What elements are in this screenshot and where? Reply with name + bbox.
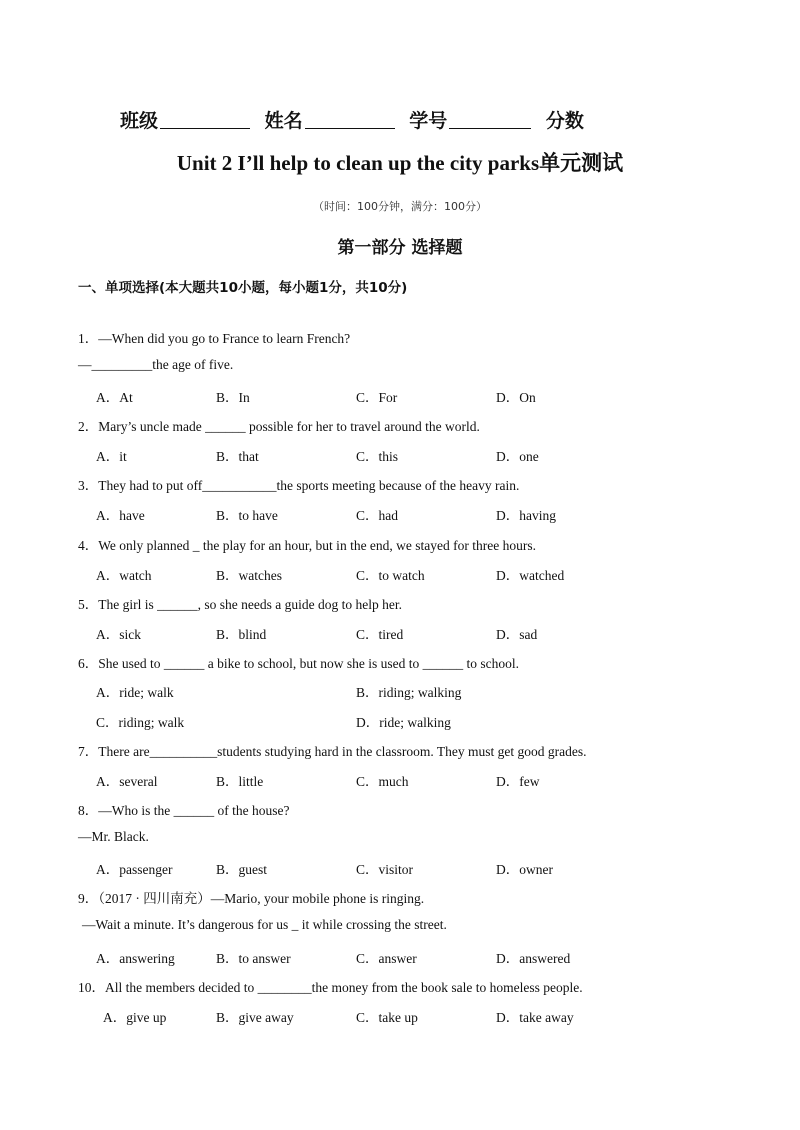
question-5-text: 5．The girl is ______, so she needs a guide dog to help her. <box>78 597 402 612</box>
question-6-option-c: C．riding; walk <box>96 715 185 730</box>
exam-time-note: （时间：100分钟，满分：100分） <box>313 200 487 213</box>
question-10-text: 10．All the members decided to ________the money from the book sale to homeless people. <box>78 980 583 995</box>
question-8-text: 8．—Who is the ______ of the house? <box>78 803 290 818</box>
question-2-option-b: B．that <box>216 449 259 464</box>
question-5-option-b: B．blind <box>216 627 267 642</box>
question-8-option-b: B．guest <box>216 862 268 877</box>
student-info-line <box>120 106 584 133</box>
question-10-option-d: D．take away <box>496 1010 574 1025</box>
question-8-option-a: A．passenger <box>96 862 173 877</box>
class-blank <box>160 108 250 129</box>
question-6-option-b: B．riding; walking <box>356 685 462 700</box>
question-8-option-c: C．visitor <box>356 862 414 877</box>
question-10-option-c: C．take up <box>356 1010 418 1025</box>
question-3-option-a: A．have <box>96 508 145 523</box>
question-6-text: 6．She used to ______ a bike to school, but now she is used to ______ to school. <box>78 656 519 671</box>
question-3-text: 3．They had to put off___________the sports meeting because of the heavy rain. <box>78 478 520 493</box>
question-4-text: 4．We only planned _ the play for an hour, but in the end, we stayed for three hours. <box>78 538 536 553</box>
part-title: 第一部分 选择题 <box>337 238 463 258</box>
question-9-answer-line: —Wait a minute. It’s dangerous for us _ it while crossing the street. <box>82 917 447 932</box>
question-1-option-c: C．For <box>356 390 398 405</box>
name-label: 姓名 <box>264 110 303 132</box>
question-5-option-c: C．tired <box>356 627 404 642</box>
question-3-option-b: B．to have <box>216 508 278 523</box>
question-4-option-c: C．to watch <box>356 568 425 583</box>
question-5-option-d: D．sad <box>496 627 538 642</box>
question-8-option-d: D．owner <box>496 862 553 877</box>
number-blank <box>449 108 531 129</box>
name-blank <box>305 108 395 129</box>
question-9-option-b: B．to answer <box>216 951 291 966</box>
question-2-option-a: A．it <box>96 449 127 464</box>
class-label: 班级 <box>120 110 159 132</box>
question-1-option-b: B．In <box>216 390 250 405</box>
question-6-option-d: D．ride; walking <box>356 715 451 730</box>
question-6-option-a: A．ride; walk <box>96 685 174 700</box>
question-9-option-d: D．answered <box>496 951 571 966</box>
question-9-text: 9．（2017 · 四川南充）—Mario, your mobile phone is ringing. <box>78 891 425 906</box>
question-3-option-c: C．had <box>356 508 398 523</box>
question-2-text: 2．Mary’s uncle made ______ possible for her to travel around the world. <box>78 419 480 434</box>
question-5-option-a: A．sick <box>96 627 141 642</box>
question-2-option-d: D．one <box>496 449 539 464</box>
question-2-option-c: C．this <box>356 449 399 464</box>
question-1-text: 1．—When did you go to France to learn French? <box>78 331 351 346</box>
question-9-option-a: A．answering <box>96 951 175 966</box>
question-7-option-d: D．few <box>496 774 540 789</box>
question-4-option-b: B．watches <box>216 568 282 583</box>
section-title: 一、单项选择(本大题共10小题，每小题1分，共10分) <box>78 280 408 296</box>
page-title: Unit 2 I’ll help to clean up the city parks单元测试 <box>176 151 624 175</box>
question-1-answer-line: —_________the age of five. <box>78 357 234 372</box>
question-7-option-a: A．several <box>96 774 158 789</box>
question-4-option-a: A．watch <box>96 568 152 583</box>
question-4-option-d: D．watched <box>496 568 565 583</box>
question-7-option-c: C．much <box>356 774 409 789</box>
question-1-option-a: A．At <box>96 390 133 405</box>
question-10-option-b: B．give away <box>216 1010 294 1025</box>
question-10-option-a: A．give up <box>103 1010 167 1025</box>
number-label: 学号 <box>409 110 448 132</box>
question-3-option-d: D．having <box>496 508 556 523</box>
question-8-answer-line: —Mr. Black. <box>78 829 149 844</box>
score-label: 分数 <box>545 110 584 132</box>
question-7-text: 7．There are__________students studying hard in the classroom. They must get good grades. <box>78 744 587 759</box>
question-9-option-c: C．answer <box>356 951 417 966</box>
question-1-option-d: D．On <box>496 390 536 405</box>
question-7-option-b: B．little <box>216 774 264 789</box>
